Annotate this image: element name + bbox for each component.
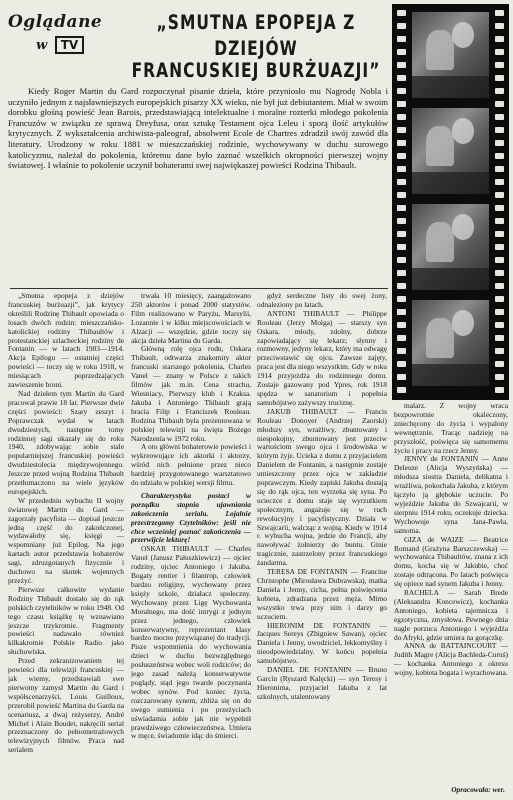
paragraph: gdyż serdeczne listy do swej żony, odnaleziony po latach.	[257, 292, 387, 309]
film-perforation	[495, 322, 504, 328]
film-perforation	[495, 179, 504, 185]
film-perforation	[495, 374, 504, 380]
frame-figure	[426, 318, 454, 358]
film-perforation	[397, 179, 406, 185]
column-3	[257, 292, 387, 792]
paragraph: JENNY de FONTANIN — Anne Deleuze (Alicja Wyszyńska) — młodsza siostra Daniela, delikatna i wrażliwa, pokochała Jakuba, z którym łączyło ją głębokie uczucie. Po wyjeździe Jakuba do Szwajcarii, w sierpniu 1914 roku, oczekuje dziecka. Wychowuje syna Jana-Pawła, samotna.	[394, 454, 508, 535]
film-perforation	[397, 322, 406, 328]
frame-figure	[452, 214, 474, 240]
film-perforation	[495, 296, 504, 302]
film-perforation	[397, 348, 406, 354]
paragraph: RACHELA — Sarah Brede (Aleksandra Koncewicz), kochanka Antoniego, kobieta tajemnicza i egzotyczna, zmysłowa. Pewnego dnia nagle porzuca Antoniego i wyjeżdża do Afryki, gdzie umiera na gorączkę.	[394, 588, 508, 642]
lead-text: Kiedy Roger Martin du Gard rozpoczynał pisanie dzieła, które przyniosło mu Nagrodę Nobla i uczyniło jednym z najsławniejszych europejskich pisarzy XX wieku, nie był już debiutantem. Miał w swoim dorobku głośną powieść Jean Barois, przedstawiającą intelektualne i moralne rozterki młodego pokolenia Francuzów w związku ze sprawą Dreyfusa, oraz sztukę Testament ojca Leleu i sporą ilość artykułów krytycznych. Z wykształcenia archiwista-paleograf, absolwent Ecole de Chartres zdradził swój zawód dla literatury. Urodzony w roku 1881 w mieszczańskiej rodzinie, wychowywany w duchu surowego katolicyzmu, należał do pokolenia, któremu dane było zaznać wszelkich okropności pierwszej wojny światowej. I właśnie to pokolenie uczynił bohaterami swej najwiękaszej powieści Rodzina Thibault.	[8, 86, 388, 171]
film-perforation	[495, 335, 504, 341]
film-perforation	[397, 270, 406, 276]
film-perforation	[495, 153, 504, 159]
tv-badge: TV	[55, 36, 84, 54]
film-perforation	[397, 101, 406, 107]
frame-figure	[426, 30, 454, 70]
paragraph: GIZA de WAIZE — Beatrice Romand (Grażyna Barszczewska) — wychowanica Thibaultów, znana z ich domu, kocha się w Jakubie, choć zostaje odtrącona. Po latach poświęca się opiece nad synem Jakuba i Jenny.	[394, 534, 508, 589]
film-perforation	[495, 114, 504, 120]
film-frame	[412, 300, 489, 386]
rubric-title: Oglądane	[8, 12, 103, 32]
film-perforation	[495, 244, 504, 250]
film-perforation	[397, 218, 406, 224]
film-perforation	[397, 127, 406, 133]
film-perforation	[495, 257, 504, 263]
spoiler-warning: Charakterystyka postaci w porządku stopnia ujawniania zakończenia serialu. Lojalnie przestrzegamy Czytelników: jeśli nie chce wcześniej poznać zakończenia — przerwijcie lekturę!	[131, 490, 251, 545]
magazine-page	[4, 4, 509, 796]
film-frame	[412, 12, 489, 98]
frame-figure	[452, 118, 474, 144]
film-perforation	[397, 153, 406, 159]
article-title	[122, 10, 390, 82]
paragraph: ANTONI THIBAULT — Philippe Rouleau (Jerzy Molga) — starszy syn Oskara, młody, zdolny, dobrze zapowiadający się lekarz; słynny i rozmowny, jedyny lekarz, który ma odwagę przeciwstawić się ojcu. Zawsze zajęty, praca jest dla niego wszystkim. Gdy w roku 1914 przyjeżdża do rodzinnego domu. Zostaje gazowany pod Ypres, rok 1918 spędza w sanatorium i popełnia samobójstwo zażywszy truciznę.	[257, 308, 387, 407]
film-perforation	[397, 140, 406, 146]
film-perforation	[397, 361, 406, 367]
paragraph: TERESA DE FONTANIN — Francine Christophe (Mirosława Dubrawska), matka Daniela i Jenny, cicha, pełna poświęcenia kobieta, zdradzana przez męża. Mimo wszystko trwa przy nim i darzy go uczuciem.	[257, 567, 387, 621]
film-frame	[412, 108, 489, 194]
film-perforation	[397, 309, 406, 315]
film-perforation	[397, 36, 406, 42]
film-perforation	[495, 36, 504, 42]
frame-figure	[412, 268, 489, 290]
film-perforation	[495, 205, 504, 211]
film-perforation	[495, 283, 504, 289]
film-perforation	[397, 257, 406, 263]
film-perforation	[397, 244, 406, 250]
film-perforation	[397, 88, 406, 94]
film-perforation	[495, 348, 504, 354]
section-divider	[10, 288, 388, 289]
film-perforation	[397, 10, 406, 16]
film-perforation	[495, 75, 504, 81]
film-perforation	[397, 114, 406, 120]
film-perforation	[495, 309, 504, 315]
film-perforation	[397, 62, 406, 68]
film-perforation	[397, 231, 406, 237]
frame-figure	[452, 310, 474, 336]
paragraph: ANNA de BATTAINCOURT — Judith Magre (Alicja Bachleda-Curuś) — kochanka Antoniego z okresu wojny, kobieta bogata i wyrachowana.	[394, 641, 508, 678]
film-perforation	[397, 335, 406, 341]
film-perforation	[495, 192, 504, 198]
column-2	[131, 292, 251, 792]
frame-figure	[426, 126, 454, 166]
paragraph: OSKAR THIBAULT — Charles Vanel (Janusz Paluszkiewicz) — ojciec rodziny, ojciec Antoniego i Jakuba. Bogaty rentier i filantrop, człowiek bardzo religijny, wychowany przez księży szkole, działacz społeczny. Wychowany przez Ligę Wychowania Moralnego, ma dość intrygi z jednym przez jednego, człowiek konserwatywny, reprezentant klasy bardzo mocno przywiązanej do tradycji. Pisze wspomnienia do wychowania dzieci w duchu bezwzględnego posłuszeństwa wobec woli rodziców; do jego zasad należą konserwatywne poglądy, stąd jego twarde poczynania wobec synów. Pod koniec życia, rozczarowany synem, zbliża się on do swego sumienia i po przeżyciach uświadamia sobie jak nie wypełnił prawdziwego człowieczeństwa. Umiera w męce, świadomie idąc do śmierci.	[131, 544, 251, 741]
frame-figure	[426, 222, 454, 262]
paragraph: DANIEL DE FONTANIN — Bruno Garcin (Ryszard Kalęcki) — syn Teresy i Hieronima, przyjaciel Jakuba z lat szkolnych, utalentowany	[257, 665, 387, 701]
film-perforation	[397, 296, 406, 302]
film-perforation	[397, 75, 406, 81]
paragraph: JAKUB THIBAULT — Francis Rouleau Donoyer (Andrzej Zaorski) młodszy syn, wrażliwy, zbuntowany i niespokojny, zbuntowany jest przeciw wartościom swego ojca i środowiska w którym żyje. Ucieka z domu z przyjacielem Danielem de Fontanin, a następnie zostaje umieszczony przez ojca w zakładzie poprawczym. Kiedy zapiski Jakuba dostają się do rąk ojca, ten wyrzeka się syna. Po ucieczce z domu staje się wyrzutkiem społecznym, angażuje się w ruch rewolucyjny i pacyfistyczny. Działa w Szwajcarii, walcząc z wojną. Kiedy w 1914 r. wybucha wojna, jedzie do Francji, aby nawoływać żołnierzy do buntu. Ginie tragicznie, zastrzelony przez francuskiego żandarma.	[257, 406, 387, 568]
rubric-subtitle	[8, 36, 118, 54]
film-perforation	[495, 88, 504, 94]
paragraph: A oto główni bohaterowie powieści i wykreowujące ich aktorki i aktorzy, wśród nich pełnione przez nieco bardziej przygotowanego warsztatowo do udziału w polskiej wersji filmu.	[131, 442, 251, 488]
paragraph: Nad dziełem tym Martin du Gard pracował prawie 18 lat. Pierwsze dwie części powieści: Szary zeszyt i Poprawczak wydał w latach dwudziestych, następne tomy rodzinnej sagi ukazały się do roku 1940, zdobywając sobie stale popularniejszej francuskiej powieści dwudziestolecia międzywojennego. Jeszcze przed wojną Rodzina Thibault przetłumaczono na wiele języków europejskich.	[8, 388, 124, 496]
film-perforation	[495, 62, 504, 68]
paragraph: Główną rolę ojca rodu, Oskara Thibault, odtwarza znakomity aktor francuski starszego pokolenia, Charles Vanel — znany w Polsce z takich filmów jak m.in. Cena strachu, Wiesniacy, Pierwszy klub i Kraksa. Jakuba i Antoniego Thibault grają bracia Filip i Franciszek Rouleau. Rodzina Thibault była prezentowana w polskiej telewizji na święta Bożego Narodzenia w 1972 roku.	[131, 344, 251, 443]
column-1	[8, 292, 124, 792]
film-frame	[412, 204, 489, 290]
film-perforation	[397, 374, 406, 380]
film-perforation	[495, 166, 504, 172]
film-strip-photo	[392, 4, 509, 400]
author-signature: Opracowała: wer.	[451, 785, 505, 794]
column-5	[394, 402, 508, 784]
film-perforation	[397, 166, 406, 172]
film-perforation	[495, 10, 504, 16]
paragraph: malarz. Z wojny wraca bezpowrotnie okaleczony, zniechęcony do życia i wypalony wewnętrznie. Tracąc nadzieję na przyszłość, poświęca się samotnemu życiu i pracy na rzecz Jenny.	[394, 402, 508, 455]
paragraph: trwała 10 miesięcy, zaangażowano 250 aktorów i ponad 2000 statystów. Film realizowano w Paryżu, Marsylii, Lozannie i w kilku miejscowościach w Alzacji — wszędzie, gdzie toczy się akcja dzieła Martina du Garda.	[131, 292, 251, 345]
rubric-w: w	[36, 38, 48, 53]
film-perforation	[397, 283, 406, 289]
frame-figure	[412, 364, 489, 386]
film-perforation	[397, 23, 406, 29]
film-perforation	[397, 49, 406, 55]
film-perforation	[495, 270, 504, 276]
film-perforation	[397, 387, 406, 393]
film-perforation	[495, 101, 504, 107]
film-perforation	[495, 387, 504, 393]
title-line-1: „SMUTNA EPOPEJA Z DZIEJÓW	[156, 11, 356, 60]
frame-figure	[412, 172, 489, 194]
film-perforation	[495, 127, 504, 133]
film-perforation	[495, 361, 504, 367]
title-line-2: FRANCUSKIEJ BURŻUAZJI”	[131, 59, 381, 82]
paragraph: HIERONIM DE FONTANIN — Jacques Sereys (Zbigniew Sawan), ojciec Daniela i Jenny, uwodziciel, lekkomyślny i nieodpowiedzialny. W końcu popełnia samobójstwo.	[257, 620, 387, 666]
rubric-label	[8, 12, 118, 62]
film-perforation	[495, 140, 504, 146]
frame-figure	[452, 22, 474, 48]
frame-figure	[412, 76, 489, 98]
film-perforation	[495, 23, 504, 29]
paragraph: W przededniu wybuchu II wojny światowej Martin du Gard — zagorzały pacyfista — dopisał jeszcze jedną część do zakończonej, wydawałoby się, księgi — wspomniany już Epilog. Na jego kartach autor przedstawia bohaterów sagi, zdruzgotanych fizycznie i duchowo na skutek wojennych przeżyć.	[8, 495, 124, 585]
film-perforation	[495, 218, 504, 224]
film-perforation	[397, 205, 406, 211]
film-perforation	[397, 192, 406, 198]
paragraph: „Smutna epopeja z dziejów francuskiej burżuazji”, jak krytycy określili Rodzinę Thibault opowiada o losach dwóch rodzin: mieszczańsko-katolickiej rodziny Thibaultów i protestanckiej szlacheckiej rodziny de Fontanin — w latach 1903—1914. Akcja Epilogu — ostatniej części powieści — toczy się w roku 1918, w miesiącach poprzedzających zawieszenie broni.	[8, 292, 124, 390]
film-perforation	[495, 49, 504, 55]
lead-paragraph	[8, 86, 388, 171]
paragraph: Przed zekranizowaniem tej powieści dla telewizji francuskiej — jak wiemy, przedstawiali swe pierwotny zamysł Martin du Gard i współscenarzyści, Louis Guilloux, przerobił powieść Martina du Garda na scenariusz, a dwaj reżyserzy, André Michel i Alain Boudet, nakręcili serial przeznaczony do pełnometrażowych telewizyjnych filmów. Praca nad serialem	[8, 656, 124, 755]
film-perforation	[495, 231, 504, 237]
paragraph: Pierwsze całkowite wydanie Rodziny Thibault dostało się do rąk polskich czytelników w roku 1948. Od tego czasu książkę tę wznawiano jeszcze trzykrotnie. Fragmenty powieści nadawało również kilkakrotnie Polskie Radio jako słuchowiska.	[8, 584, 124, 657]
